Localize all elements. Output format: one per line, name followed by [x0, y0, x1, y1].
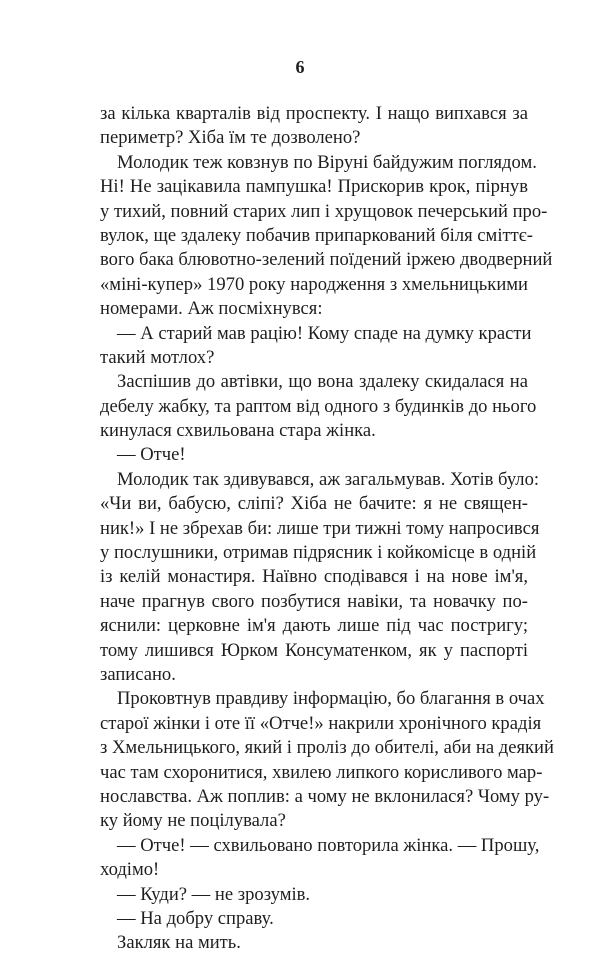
text-line: такий мотлох? [100, 346, 215, 368]
text-line: — На добру справу. [117, 907, 274, 929]
text-line: Молодик теж ковзнув по Віруні байдужим поглядом. [117, 151, 537, 173]
text-line: Закляк на мить. [117, 932, 241, 954]
body-text [100, 102, 554, 956]
text-line: яснили: церковне ім'я дають лише під час постригу; [100, 615, 528, 637]
text-line: — Куди? — не зрозумів. [117, 883, 311, 905]
text-line: Молодик так здивувався, аж загальмував. Хотів було: [117, 468, 540, 490]
text-line: вулок, ще здалеку побачив припаркований біля сміттє- [100, 224, 533, 246]
text-line: старої жінки і оте її «Отче!» накрили хронічного крадія [100, 712, 542, 734]
text-line: тому лишився Юрком Консуматенком, як у паспорті [100, 639, 528, 661]
text-line: у послушники, отримав підрясник і койкомісце в одній [100, 542, 537, 564]
text-line: — Отче! [117, 444, 186, 466]
text-line: — Отче! — схвильовано повторила жінка. — Прошу, [117, 834, 540, 856]
text-line: час там схоронитися, хвилею липкого корисливого мар- [100, 761, 543, 783]
text-line: наче прагнув свого позбутися навіки, та новачку по- [100, 590, 528, 612]
text-line: записано. [100, 663, 176, 685]
text-line: у тихий, повний старих лип і хрущовок печерський про- [100, 200, 548, 222]
text-line: з Хмельницького, який і проліз до обителі, аби на деякий [100, 737, 554, 759]
text-line: із келій монастиря. Наївно сподівався і на нове ім'я, [100, 566, 528, 588]
text-line: номерами. Аж посміхнувся: [100, 298, 323, 320]
text-line: за кілька кварталів від проспекту. І нащо випхався за [100, 103, 528, 124]
page-number: 6 [295, 57, 305, 77]
text-line: «міні-купер» 1970 року народження з хмельницькими [100, 273, 528, 295]
text-line: Заспішив до автівки, що вона здалеку скидалася на [117, 371, 528, 393]
text-line: ник!» І не збрехав би: лише три тижні тому напросився [100, 517, 540, 539]
text-line: — А старий мав рацію! Кому спаде на думку красти [117, 322, 532, 344]
text-line: кинулася схвильована стара жінка. [100, 420, 376, 442]
text-line: Ні! Не зацікавила пампушка! Прискорив крок, пірнув [100, 176, 528, 198]
text-line: периметр? Хіба їм те дозволено? [100, 127, 361, 149]
text-line: нославства. Аж поплив: а чому не вклонилася? Чому ру- [100, 785, 550, 807]
text-line: дебелу жабку, та раптом від одного з будинків до нього [100, 395, 537, 417]
text-line: Проковтнув правдиву інформацію, бо благання в очах [117, 688, 545, 710]
text-line: «Чи ви, бабусю, сліпі? Хіба не бачите: я не священ- [100, 493, 528, 515]
text-line: ку йому не поцілувала? [100, 810, 286, 832]
text-line: вого бака блювотно-зелений поїдений іржею дводверний [100, 249, 553, 271]
text-line: ходімо! [100, 859, 160, 881]
